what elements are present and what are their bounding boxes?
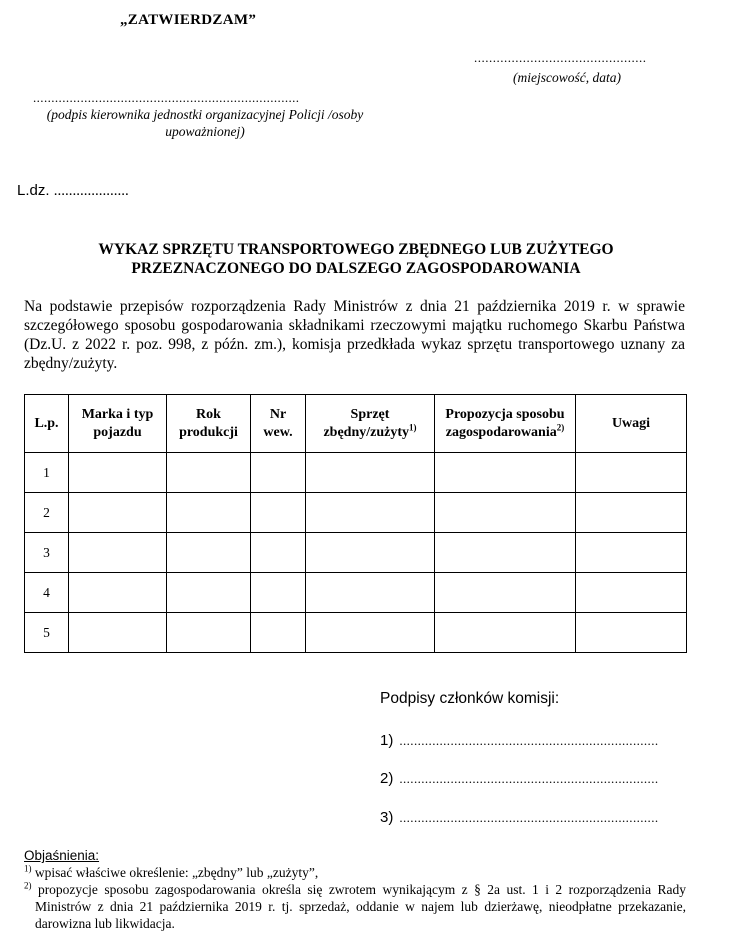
note-1-text: wpisać właściwe określenie: „zbędny” lub „zużyty”, <box>31 865 319 880</box>
cell-uwagi[interactable] <box>576 573 687 613</box>
cell-rok[interactable] <box>167 453 251 493</box>
header-rok: Rok produkcji <box>167 395 251 453</box>
signatures-title: Podpisy członków komisji: <box>380 690 560 707</box>
header-uwagi: Uwagi <box>576 395 687 453</box>
note-2-text: propozycje sposobu zagospodarowania określa się zwrotem wynikającym z § 2a ust. 1 i 2 rozporządzenia Rady Ministrów z dnia 21 października 2019 r. tj. sprzedaż, oddanie w najem lub dzierżawę, nieodpłatne przekazanie, darowizna lub likwidacja. <box>31 882 686 931</box>
cell-propozycja[interactable] <box>435 573 576 613</box>
signature-line-2 <box>380 770 659 787</box>
cell-marka[interactable] <box>69 453 167 493</box>
table-row <box>25 453 687 493</box>
cell-rok[interactable] <box>167 573 251 613</box>
place-date-label: (miejscowość, data) <box>513 70 621 85</box>
cell-uwagi[interactable] <box>576 533 687 573</box>
row-number: 3 <box>25 533 69 573</box>
cell-uwagi[interactable] <box>576 613 687 653</box>
row-number: 1 <box>25 453 69 493</box>
document-title <box>40 240 672 278</box>
ldz-dots: .................... <box>53 183 129 199</box>
cell-marka[interactable] <box>69 493 167 533</box>
table-row <box>25 573 687 613</box>
title-line-2: PRZEZNACZONEGO DO DALSZEGO ZAGOSPODAROWANIA <box>131 260 581 277</box>
cell-marka[interactable] <box>69 613 167 653</box>
signature-line-1 <box>380 732 659 749</box>
cell-marka[interactable] <box>69 573 167 613</box>
approval-heading: „ZATWIERDZAM” <box>120 12 257 28</box>
signature-label: (podpis kierownika jednostki organizacyjnej Policji /osoby upoważnionej) <box>46 107 364 139</box>
note-2-mark: 2) <box>24 880 32 891</box>
table-row <box>25 533 687 573</box>
note-2 <box>24 881 686 932</box>
table-header-row <box>25 395 687 453</box>
cell-propozycja[interactable] <box>435 613 576 653</box>
header-marka: Marka i typ pojazdu <box>69 395 167 453</box>
cell-sprzet[interactable] <box>306 493 435 533</box>
row-number: 2 <box>25 493 69 533</box>
cell-nr[interactable] <box>251 613 306 653</box>
cell-nr[interactable] <box>251 573 306 613</box>
signature-dots: ....................................................................... <box>399 733 659 748</box>
cell-rok[interactable] <box>167 493 251 533</box>
cell-nr[interactable] <box>251 533 306 573</box>
header-lp: L.p. <box>25 395 69 453</box>
row-number: 5 <box>25 613 69 653</box>
cell-propozycja[interactable] <box>435 533 576 573</box>
intro-text: Na podstawie przepisów rozporządzenia Rady Ministrów z dnia 21 października 2019 r. w sprawie szczegółowego sposobu gospodarowania składnikami rzeczowymi majątku ruchomego Skarbu Państwa (Dz.U. z 2022 r. poz. 998, z późn. zm.), komisja przedkłada wykaz sprzętu transportowego uznany za zbędny/zużyty. <box>24 298 685 372</box>
signature-number: 1) <box>380 732 394 749</box>
signature-dots: ......................................................................... <box>33 90 300 105</box>
cell-uwagi[interactable] <box>576 493 687 533</box>
signature-number: 3) <box>380 809 394 826</box>
cell-sprzet[interactable] <box>306 533 435 573</box>
header-nr: Nr wew. <box>251 395 306 453</box>
cell-propozycja[interactable] <box>435 493 576 533</box>
signature-number: 2) <box>380 770 394 787</box>
cell-nr[interactable] <box>251 453 306 493</box>
table-row <box>25 613 687 653</box>
cell-sprzet[interactable] <box>306 613 435 653</box>
equipment-table <box>24 394 687 653</box>
cell-sprzet[interactable] <box>306 573 435 613</box>
cell-nr[interactable] <box>251 493 306 533</box>
explanations <box>24 847 686 932</box>
cell-marka[interactable] <box>69 533 167 573</box>
signature-line-3 <box>380 809 659 826</box>
intro-paragraph <box>24 297 685 373</box>
explanations-heading: Objaśnienia: <box>24 848 100 863</box>
table-row <box>25 493 687 533</box>
header-sprzet: Sprzęt zbędny/zużyty$^{1)}$ <box>306 395 435 453</box>
place-date-dots: .............................................. <box>474 50 647 65</box>
signature-dots: ....................................................................... <box>399 771 659 786</box>
note-1-mark: 1) <box>24 863 32 874</box>
cell-uwagi[interactable] <box>576 453 687 493</box>
header-propozycja: Propozycja sposobu zagospodarowania$^{2)}$ <box>435 395 576 453</box>
signature-dots: ....................................................................... <box>399 810 659 825</box>
cell-rok[interactable] <box>167 533 251 573</box>
cell-sprzet[interactable] <box>306 453 435 493</box>
title-line-1: WYKAZ SPRZĘTU TRANSPORTOWEGO ZBĘDNEGO LUB ZUŻYTEGO <box>98 241 614 258</box>
row-number: 4 <box>25 573 69 613</box>
ldz-field <box>17 182 129 200</box>
cell-rok[interactable] <box>167 613 251 653</box>
note-1 <box>24 864 686 881</box>
cell-propozycja[interactable] <box>435 453 576 493</box>
ldz-label: L.dz. <box>17 182 50 199</box>
